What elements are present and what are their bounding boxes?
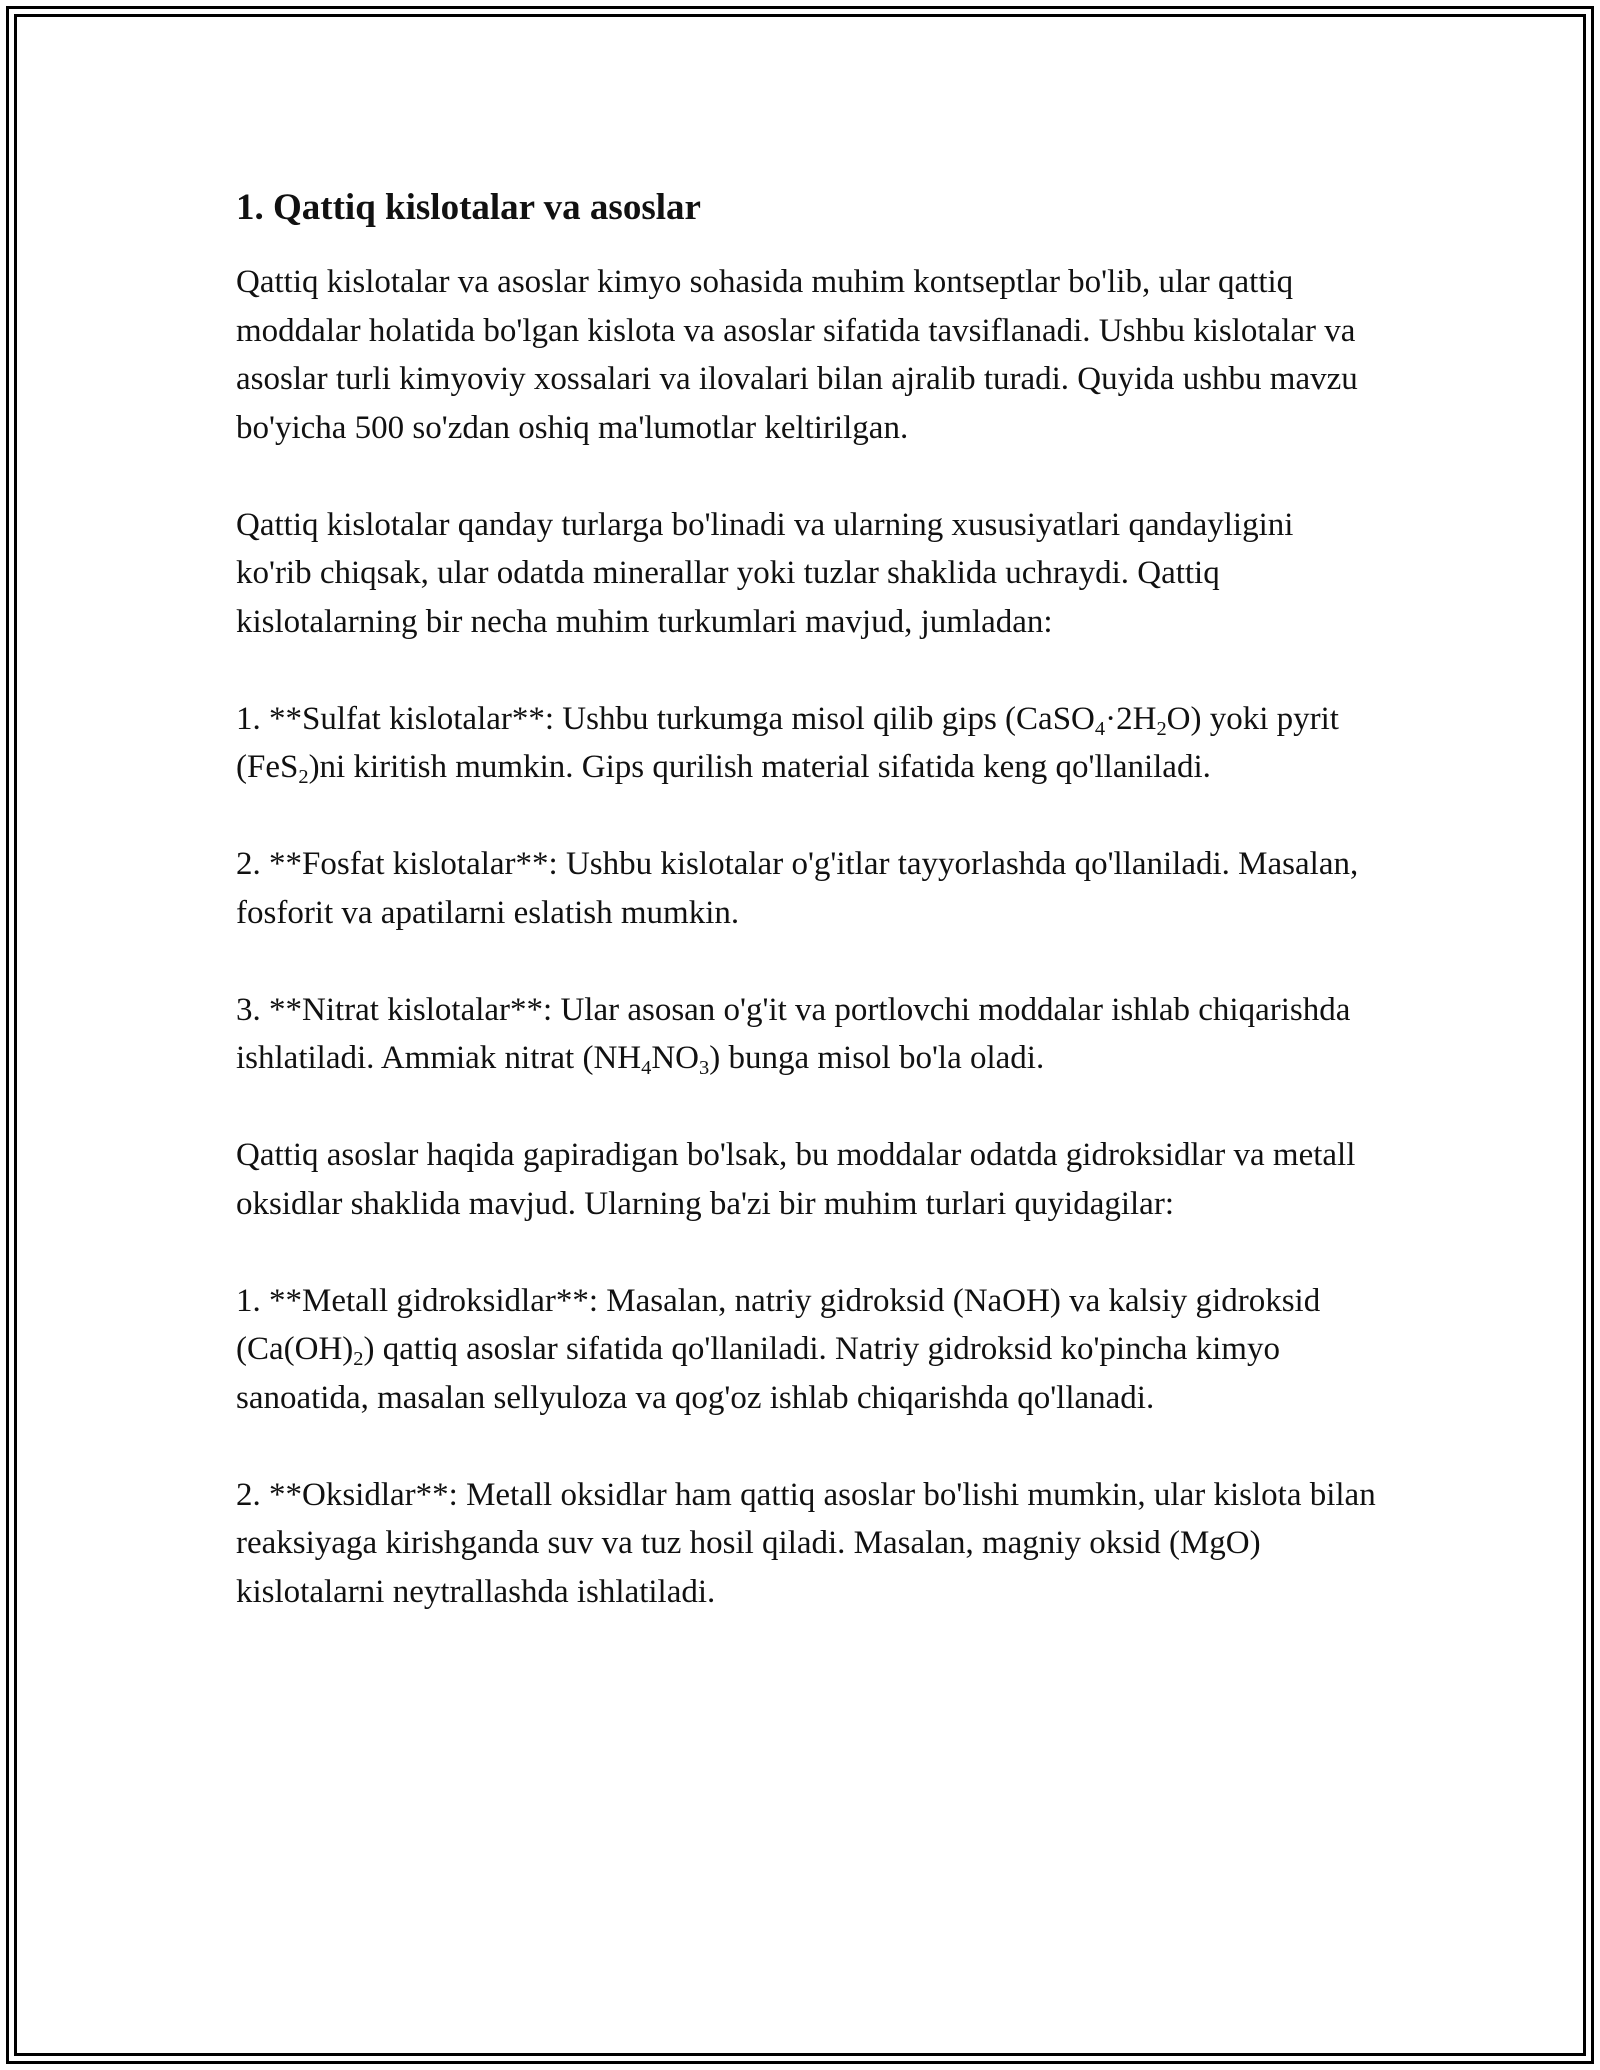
document-body <box>236 186 1376 1665</box>
acids-intro-paragraph: Qattiq kislotalar qanday turlarga bo'linadi va ularning xususiyatlari qandayligini ko'rib chiqsak, ular odatda minerallar yoki tuzlar shaklida uchraydi. Qattiq kislotalarning bir necha muhim turkumlari mavjud, jumladan: <box>236 506 1294 640</box>
oxides-item: 2. **Oksidlar**: Metall oksidlar ham qattiq asoslar bo'lishi mumkin, ular kislota bilan reaksiyaga kirishganda suv va tuz hosil qiladi. Masalan, magniy oksid (MgO) kislotalarni neytrallashda ishlatiladi. <box>236 1476 1376 1610</box>
nitrat-acids-item: 3. **Nitrat kislotalar**: Ular asosan o'g'it va portlovchi moddalar ishlab chiqarishda ishlatiladi. Ammiak nitrat $(NH_4NO_3)$ bunga misol bo'la oladi. <box>236 991 1351 1080</box>
section-heading: 1. Qattiq kislotalar va asoslar <box>236 187 701 228</box>
fosfat-acids-item: 2. **Fosfat kislotalar**: Ushbu kislotalar o'g'itlar tayyorlashda qo'llaniladi. Masalan, fosforit va apatilarni eslatish mumkin. <box>236 846 1359 931</box>
bases-intro-paragraph: Qattiq asoslar haqida gapiradigan bo'lsak, bu moddalar odatda gidroksidlar va metall oksidlar shaklida mavjud. Ularning ba'zi bir muhim turlari quyidagilar: <box>236 1137 1356 1222</box>
sulfat-acids-item: 1. **Sulfat kislotalar**: Ushbu turkumga misol qilib gips $(CaSO_4\cdot 2H_2O)$ yoki pyrit (FeS$_2$)ni kiritish mumkin. Gips qurilish material sifatida keng qo'llaniladi. <box>236 700 1339 789</box>
intro-paragraph: Qattiq kislotalar va asoslar kimyo sohasida muhim kontseptlar bo'lib, ular qattiq moddalar holatida bo'lgan kislota va asoslar sifatida tavsiflanadi. Ushbu kislotalar va asoslar turli kimyoviy xossalari va ilovalari bilan ajralib turadi. Quyida ushbu mavzu bo'yicha 500 so'zdan oshiq ma'lumotlar keltirilgan. <box>236 264 1358 446</box>
metal-hydroxides-item: 1. **Metall gidroksidlar**: Masalan, natriy gidroksid (NaOH) va kalsiy gidroksid $(Ca(OH)_2)$ qattiq asoslar sifatida qo'llaniladi. Natriy gidroksid ko'pincha kimyo sanoatida, masalan sellyuloza va qog'oz ishlab chiqarishda qo'llanadi. <box>236 1282 1321 1416</box>
